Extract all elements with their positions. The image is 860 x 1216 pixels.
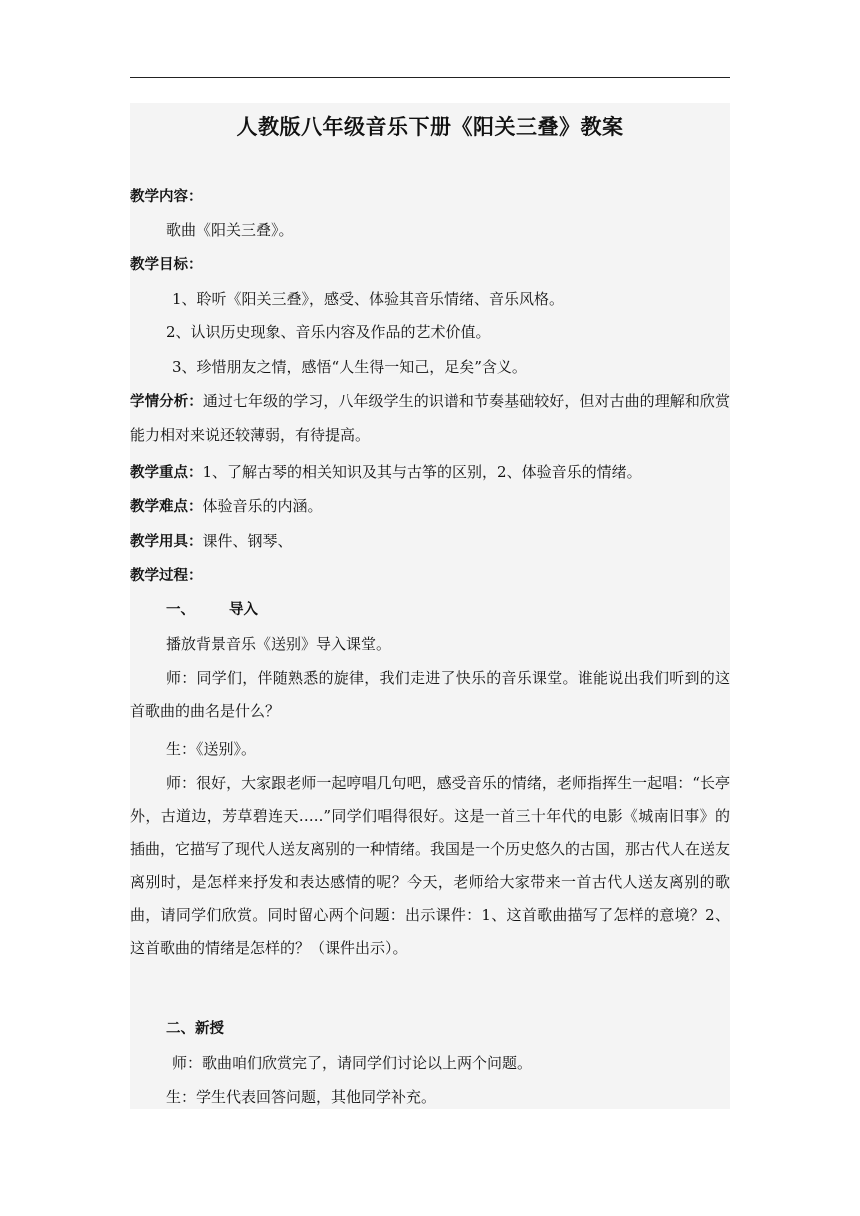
process-paragraph-6: 生：学生代表回答问题，其他同学补充。 bbox=[166, 1088, 437, 1106]
difficulties-text: 体验音乐的内涵。 bbox=[202, 497, 323, 515]
process-paragraph-4: 师：很好，大家跟老师一起哼唱几句吧，感受音乐的情绪，老师指挥生一起唱：“长亭外，古道边，芳草碧连天…..”同学们唱得很好。这是一首三十年代的电影《城南旧事》的插曲，它描写了现代人送友离别的一种情绪。我国是一个历史悠久的古国，那古代人在送友离别时，是怎样来抒发和表达感情的呢？今天，老师给大家带来一首古代人送友离别的歌曲，请同学们欣赏。同时留心两个问题：出示课件：1、这首歌曲描写了怎样的意境？2、这首歌曲的情绪是怎样的？（课件出示）。 bbox=[130, 774, 731, 957]
process-paragraph-3: 生：《送别》。 bbox=[166, 740, 257, 758]
key-points-label: 教学重点： bbox=[130, 465, 203, 481]
difficulties-paragraph bbox=[130, 496, 730, 517]
section-2-heading bbox=[166, 1018, 766, 1039]
objective-item-1: 1、聆听《阳关三叠》，感受、体验其音乐情绪、音乐风格。 bbox=[172, 290, 565, 308]
section-1-number: 一、 bbox=[166, 602, 195, 618]
content-text: 歌曲《阳关三叠》。 bbox=[166, 221, 294, 239]
key-points-paragraph bbox=[130, 462, 730, 483]
objective-item-2: 2、认识历史现象、音乐内容及作品的艺术价值。 bbox=[166, 323, 491, 341]
objectives-heading bbox=[130, 254, 730, 275]
process-paragraph-5: 师：歌曲咱们欣赏完了，请同学们讨论以上两个问题。 bbox=[172, 1054, 533, 1072]
analysis-paragraph bbox=[130, 385, 730, 452]
process-paragraph-2: 师：同学们，伴随熟悉的旋律，我们走进了快乐的音乐课堂。谁能说出我们听到的这首歌曲的曲名是什么？ bbox=[130, 669, 730, 720]
header-rule bbox=[130, 77, 730, 78]
content-heading bbox=[130, 186, 730, 207]
content-label: 教学内容： bbox=[130, 189, 203, 205]
difficulties-label: 教学难点： bbox=[130, 499, 203, 515]
objectives-label: 教学目标： bbox=[130, 257, 203, 273]
objective-item-3: 3、珍惜朋友之情，感悟“人生得一知己，足矣”含义。 bbox=[172, 358, 527, 376]
section-2-title: 二、新授 bbox=[166, 1021, 224, 1037]
section-1-heading bbox=[166, 599, 766, 620]
document-title: 人教版八年级音乐下册《阳关三叠》教案 bbox=[236, 115, 624, 139]
process-paragraph-1: 播放背景音乐《送别》导入课堂。 bbox=[166, 635, 392, 653]
document-body bbox=[130, 103, 730, 1109]
section-1-title: 导入 bbox=[229, 602, 258, 618]
process-heading bbox=[130, 565, 730, 586]
tools-label: 教学用具： bbox=[130, 534, 203, 550]
process-label: 教学过程： bbox=[130, 568, 203, 584]
tools-text: 课件、钢琴、 bbox=[202, 532, 293, 550]
analysis-text: 通过七年级的学习，八年级学生的识谱和节奏基础较好，但对古曲的理解和欣赏能力相对来说还较薄弱，有待提高。 bbox=[130, 392, 730, 444]
tools-paragraph bbox=[130, 531, 730, 552]
analysis-label: 学情分析： bbox=[130, 394, 203, 410]
key-points-text: 1、了解古琴的相关知识及其与古筝的区别，2、体验音乐的情绪。 bbox=[202, 463, 642, 481]
